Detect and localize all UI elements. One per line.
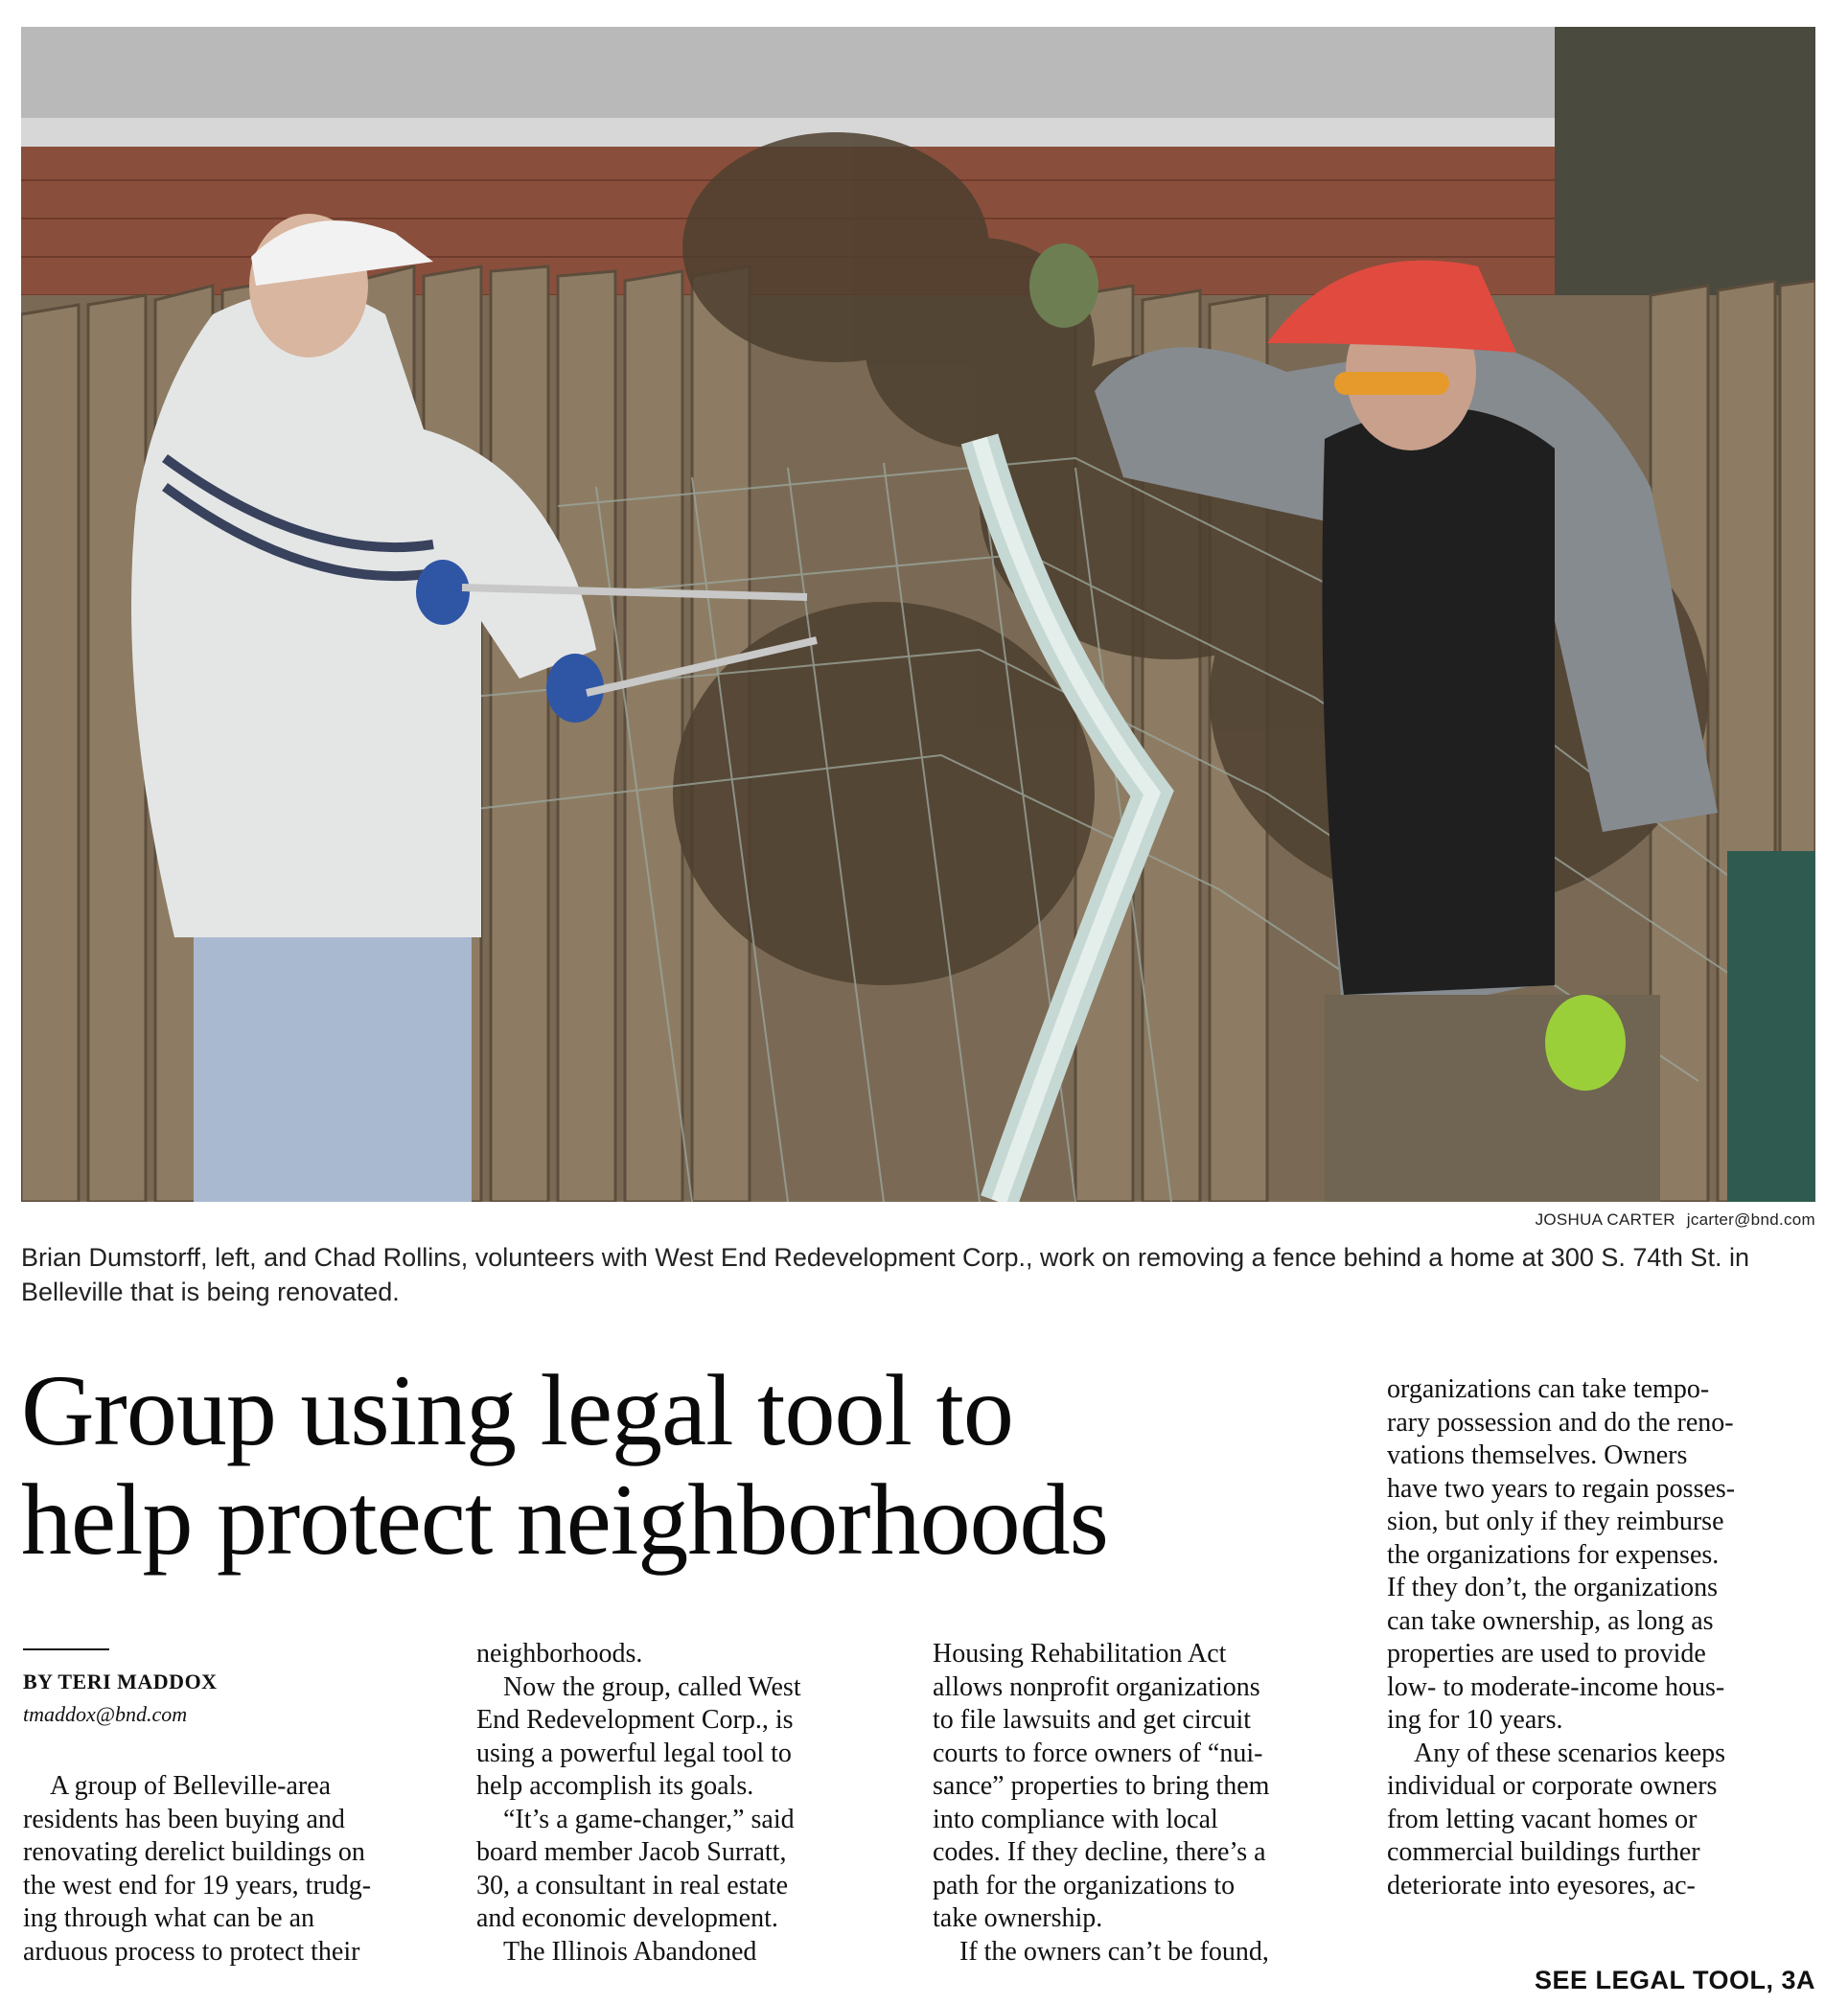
col3-line: If the owners can’t be found, [959, 1936, 1269, 1967]
col4-line: deteriorate into eyesores, ac- [1387, 1870, 1696, 1900]
col4-line: can take ownership, as long as [1387, 1605, 1714, 1636]
col4-line: properties are used to provide [1387, 1639, 1706, 1669]
col3-line: path for the organizations to [933, 1870, 1236, 1900]
col3-line: to file lawsuits and get circuit [933, 1705, 1252, 1735]
photo-caption: Brian Dumstorff, left, and Chad Rollins, volunteers with West End Redevelopment Corp., work on removing a fence behind a home at 300 S. 74th St. in Belleville that is being renovated. [21, 1243, 1749, 1306]
article-column-1 [23, 1770, 445, 1969]
col2-line: and economic development. [476, 1903, 778, 1933]
col2-line: “It’s a game-changer,” said [503, 1804, 795, 1834]
col1-line: the west end for 19 years, trudg- [23, 1870, 372, 1900]
col4-line: low- to moderate-income hous- [1387, 1671, 1725, 1702]
col1-line: residents has been buying and [23, 1804, 345, 1834]
col2-line: Now the group, called West [503, 1671, 801, 1702]
col1-line: ing through what can be an [23, 1903, 315, 1933]
article-column-2 [476, 1638, 898, 1969]
col3-line: allows nonprofit organizations [933, 1671, 1260, 1702]
article-column-3 [933, 1638, 1354, 1969]
col3-line: Housing Rehabilitation Act [933, 1639, 1227, 1669]
col3-line: into compliance with local [933, 1804, 1218, 1834]
article-column-4 [1387, 1373, 1818, 1902]
col2-line: using a powerful legal tool to [476, 1738, 792, 1768]
col2-line: board member Jacob Surratt, [476, 1837, 787, 1867]
headline [21, 1356, 1382, 1575]
col4-line: vations themselves. Owners [1387, 1440, 1688, 1470]
headline-line-1: Group using legal tool to [21, 1354, 1013, 1466]
col4-line: organizations can take tempo- [1387, 1374, 1710, 1404]
jump-link[interactable]: SEE LEGAL TOOL, 3A [1534, 1966, 1815, 1994]
col4-line: commercial buildings further [1387, 1837, 1700, 1867]
col3-line: courts to force owners of “nui- [933, 1738, 1263, 1768]
news-photo [21, 27, 1815, 1202]
col2-line: The Illinois Abandoned [503, 1936, 757, 1967]
headline-line-2: help protect neighborhoods [21, 1463, 1108, 1576]
col4-line: the organizations for expenses. [1387, 1539, 1720, 1570]
col4-line: ing for 10 years. [1387, 1705, 1563, 1735]
col2-line: neighborhoods. [476, 1639, 643, 1669]
col3-line: codes. If they decline, there’s a [933, 1837, 1266, 1867]
byline: BY TERI MADDOX [23, 1670, 218, 1693]
photo-illustration [21, 27, 1815, 1202]
col2-line: help accomplish its goals. [476, 1771, 754, 1801]
col2-line: End Redevelopment Corp., is [476, 1705, 794, 1735]
col4-line: rary possession and do the reno- [1387, 1407, 1734, 1438]
col1-line: A group of Belleville-area [50, 1771, 332, 1801]
byline-rule [23, 1648, 109, 1650]
col4-line: from letting vacant homes or [1387, 1804, 1698, 1834]
photo-credit-email: jcarter@bnd.com [1686, 1210, 1815, 1229]
photo-credit [1536, 1210, 1815, 1230]
col4-line: sion, but only if they reimburse [1387, 1507, 1724, 1536]
col3-line: take ownership. [933, 1903, 1103, 1933]
photo-credit-name: JOSHUA CARTER [1535, 1210, 1675, 1229]
col1-line: arduous process to protect their [23, 1936, 360, 1967]
col2-line: 30, a consultant in real estate [476, 1870, 788, 1900]
col4-line: individual or corporate owners [1387, 1771, 1718, 1801]
byline-email: tmaddox@bnd.com [23, 1702, 188, 1726]
col4-line: If they don’t, the organizations [1387, 1573, 1718, 1602]
col4-line: have two years to regain posses- [1387, 1473, 1736, 1504]
col1-line: renovating derelict buildings on [23, 1837, 365, 1867]
col4-line: Any of these scenarios keeps [1414, 1738, 1726, 1768]
col3-line: sance” properties to bring them [933, 1771, 1270, 1801]
